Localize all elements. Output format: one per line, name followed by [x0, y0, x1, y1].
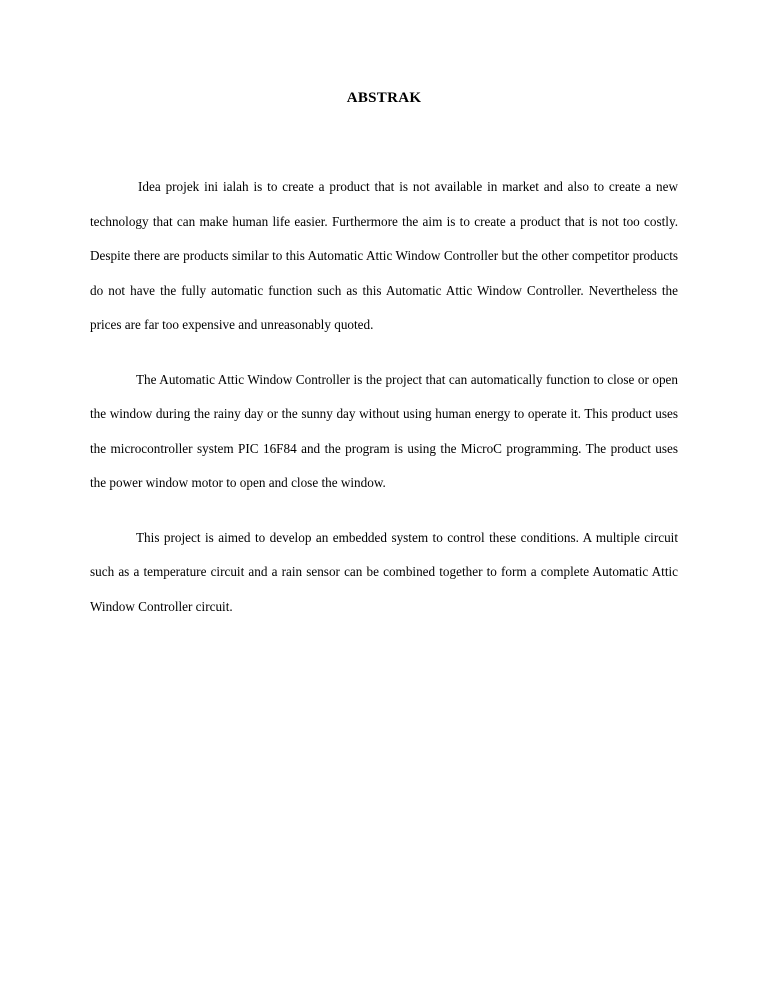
page-title: ABSTRAK	[346, 90, 422, 106]
abstract-paragraph-2: The Automatic Attic Window Controller is the project that can automatically function to close or open the window during the rainy day or the sunny day without using human energy to operate it. This product uses the microcontroller system PIC 16F84 and the program is using the MicroC programming. The product uses the power window motor to open and close the window.	[90, 371, 678, 490]
abstract-paragraph-1: Idea projek ini ialah is to create a product that is not available in market and also to create a new technology that can make human life easier. Furthermore the aim is to create a product that is not too costly. Despite there are products similar to this Automatic Attic Window Controller but the other competitor products do not have the fully automatic function such as this Automatic Attic Window Controller. Nevertheless the prices are far too expensive and unreasonably quoted.	[90, 179, 678, 332]
abstract-body	[90, 170, 678, 644]
abstract-paragraph-3: This project is aimed to develop an embedded system to control these conditions. A multiple circuit such as a temperature circuit and a rain sensor can be combined together to form a complete Automatic Attic Window Controller circuit.	[90, 529, 678, 614]
